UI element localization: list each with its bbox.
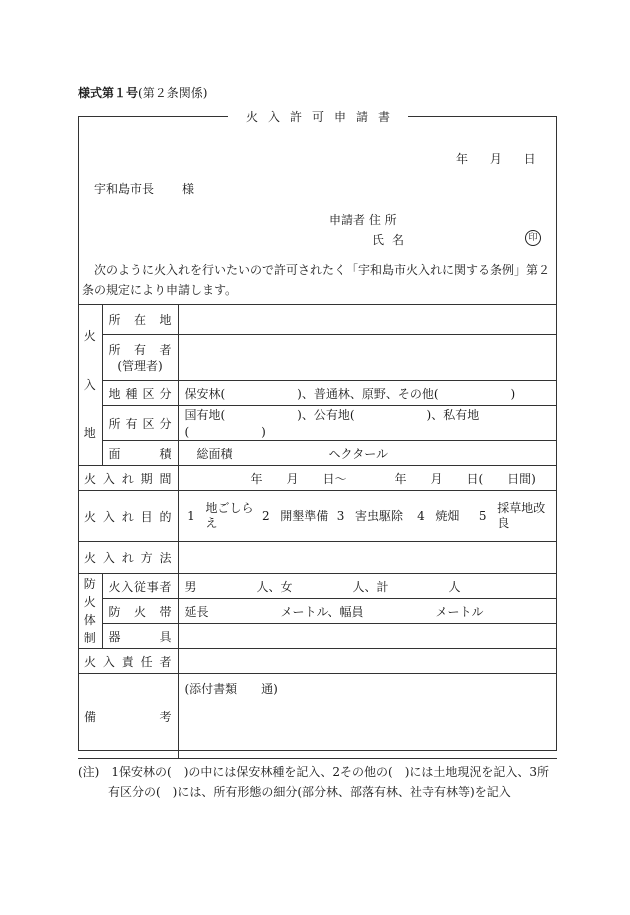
- table-row: [78, 466, 557, 491]
- intro-text: 次のように火入れを行いたいので許可されたく「宇和島市火入れに関する条例」第２条の規定により申請します。: [82, 263, 551, 297]
- purpose-num: 3: [336, 509, 345, 523]
- equipment-label: 器具: [102, 624, 178, 649]
- workers-label: 火入従事者: [102, 574, 178, 599]
- form-number: 様式第１号(第２条関係): [78, 86, 208, 100]
- addressee: [94, 180, 194, 197]
- method-field[interactable]: [178, 542, 557, 574]
- form-reference: (第２条関係): [138, 86, 208, 100]
- period-field[interactable]: 年 月 日～ 年 月 日( 日間): [178, 466, 557, 491]
- remarks-field[interactable]: (添付書類 通): [178, 674, 557, 759]
- location-field[interactable]: [178, 305, 557, 335]
- table-row: [78, 441, 557, 466]
- remarks-label: 備考: [78, 674, 178, 759]
- seal-mark: 印: [525, 230, 541, 246]
- purpose-label: 火入れ目的: [78, 491, 178, 542]
- fire-prevention-group-label: 防 火 体 制: [78, 574, 102, 649]
- table-row: [78, 649, 557, 674]
- table-row: [78, 335, 557, 381]
- date-line: 年 月 日: [456, 152, 536, 166]
- land-category-field[interactable]: 保安林( )、普通林、原野、その他( ): [178, 381, 557, 406]
- table-row: [78, 599, 557, 624]
- owner-label: 所有者 (管理者): [102, 335, 178, 381]
- workers-field[interactable]: 男 人、女 人、計 人: [178, 574, 557, 599]
- period-label: 火入れ期間: [78, 466, 178, 491]
- table-row: [78, 491, 557, 542]
- table-row: [78, 674, 557, 759]
- firebreak-field[interactable]: 延長 メートル、幅員 メートル: [178, 599, 557, 624]
- table-row: [78, 406, 557, 441]
- applicant-address-label: 申請者 住 所: [329, 213, 397, 227]
- purpose-option[interactable]: 開墾準備: [280, 508, 329, 523]
- area-label: 面積: [102, 441, 178, 466]
- owner-field[interactable]: [178, 335, 557, 381]
- equipment-field[interactable]: [178, 624, 557, 649]
- table-row: [78, 381, 557, 406]
- applicant-name-label: 氏名: [372, 233, 413, 247]
- method-label: 火入れ方法: [78, 542, 178, 574]
- responsible-field[interactable]: [178, 649, 557, 674]
- purpose-option[interactable]: 害虫駆除: [355, 508, 404, 523]
- footnote: [78, 762, 558, 802]
- location-group-label: 火 入 地: [78, 305, 102, 466]
- note-label: (注): [78, 765, 100, 779]
- purpose-num: 4: [417, 509, 425, 523]
- purpose-num: 2: [261, 509, 270, 523]
- location-label: 所在地: [102, 305, 178, 335]
- purpose-option[interactable]: 焼畑: [435, 508, 460, 523]
- application-table: [78, 304, 557, 759]
- table-row: [78, 624, 557, 649]
- note-line-2: 有区分の( )には、所有形態の細分(部分林、部落有林、社寺有林等)を記入: [108, 785, 511, 799]
- purpose-options: [178, 491, 557, 542]
- land-category-label: 地種区分: [102, 381, 178, 406]
- note-line-1: 1保安林の( )の中には保安林種を記入、2その他の( )には土地現況を記入、3所: [111, 765, 550, 779]
- table-row: [78, 305, 557, 335]
- purpose-num: 5: [478, 509, 487, 523]
- addressee-name: 宇和島市長: [94, 182, 155, 196]
- table-row: [78, 574, 557, 599]
- purpose-option[interactable]: 地ごしらえ: [205, 501, 254, 530]
- form-title: 火入許可申請書: [228, 108, 408, 125]
- purpose-num: 1: [187, 509, 195, 523]
- ownership-category-label: 所有区分: [102, 406, 178, 441]
- ownership-category-field[interactable]: 国有地( )、公有地( )、私有地( ): [178, 406, 557, 441]
- table-row: [78, 542, 557, 574]
- firebreak-label: 防火帯: [102, 599, 178, 624]
- purpose-option[interactable]: 採草地改良: [497, 501, 546, 530]
- responsible-label: 火入責任者: [78, 649, 178, 674]
- honorific: 様: [182, 182, 195, 196]
- area-field[interactable]: 総面積 ヘクタール: [178, 441, 557, 466]
